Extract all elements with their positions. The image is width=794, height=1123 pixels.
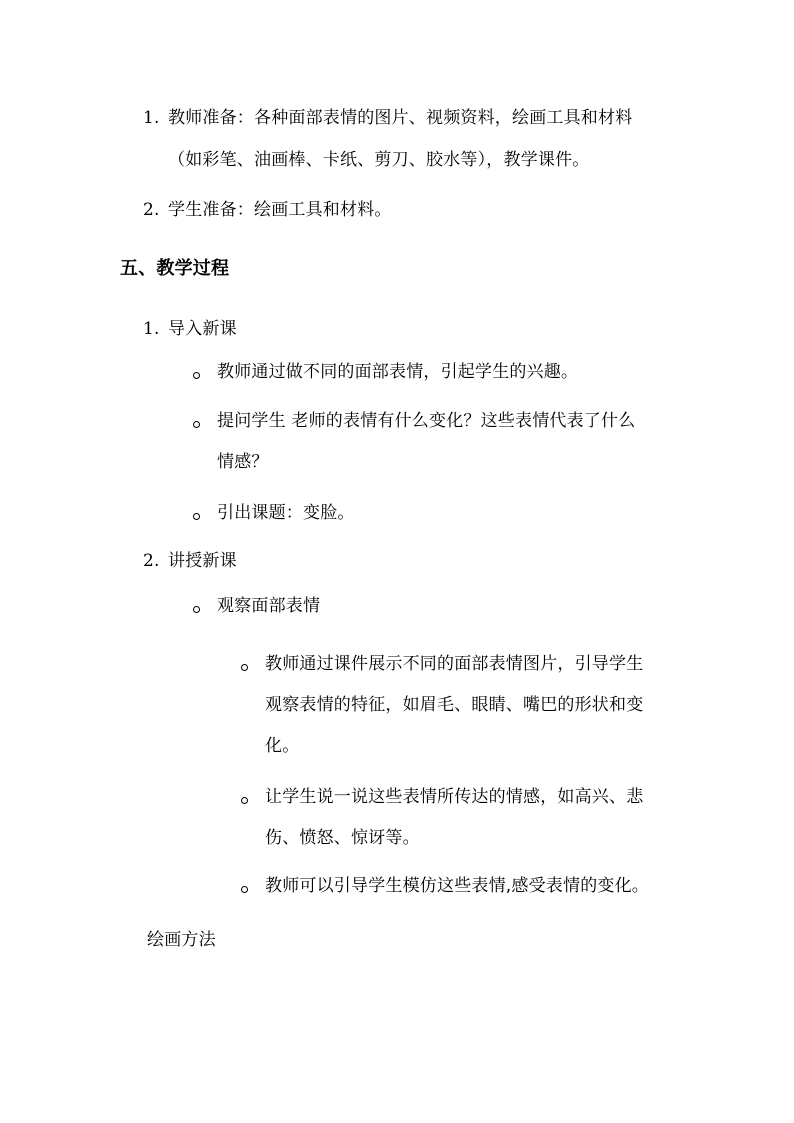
sub-heading: 观察面部表情 (217, 596, 321, 616)
list-number: 2. (143, 200, 160, 220)
list-number: 1. (143, 108, 160, 128)
step-title-teach: 讲授新课 (168, 551, 237, 571)
step-title-intro: 导入新课 (168, 319, 237, 339)
nested-bullet-text-cont: 伤、愤怒、惊讶等。 (265, 828, 420, 848)
nested-bullet-text: 让学生说一说这些表情所传达的情感，如高兴、悲 (265, 787, 644, 807)
nested-bullet-text: 教师通过课件展示不同的面部表情图片，引导学生 (265, 654, 644, 674)
list-number: 2. (143, 551, 160, 571)
prep-item-student: 学生准备：绘画工具和材料。 (168, 200, 392, 220)
circle-bullet-icon (241, 797, 248, 804)
circle-bullet-icon (193, 421, 200, 428)
bullet-text: 教师通过做不同的面部表情，引起学生的兴趣。 (217, 362, 579, 382)
prep-item-teacher-cont: （如彩笔、油画棒、卡纸、剪刀、胶水等），教学课件。 (168, 150, 590, 170)
circle-bullet-icon (193, 372, 200, 379)
circle-bullet-icon (241, 886, 248, 893)
trailing-heading: 绘画方法 (147, 930, 216, 950)
prep-item-teacher: 教师准备：各种面部表情的图片、视频资料，绘画工具和材料 (168, 108, 633, 128)
bullet-text-cont: 情感？ (217, 452, 269, 472)
bullet-text: 引出课题：变脸。 (217, 503, 355, 523)
circle-bullet-icon (241, 664, 248, 671)
nested-bullet-text: 教师可以引导学生模仿这些表情,感受表情的变化。 (265, 876, 650, 896)
list-number: 1. (143, 319, 160, 339)
circle-bullet-icon (193, 606, 200, 613)
nested-bullet-text-cont: 观察表情的特征，如眉毛、眼睛、嘴巴的形状和变 (265, 695, 644, 715)
bullet-text: 提问学生 老师的表情有什么变化？这些表情代表了什么 (217, 411, 636, 431)
section-heading: 五、教学过程 (120, 258, 230, 279)
nested-bullet-text-cont: 化。 (265, 736, 300, 756)
circle-bullet-icon (193, 513, 200, 520)
